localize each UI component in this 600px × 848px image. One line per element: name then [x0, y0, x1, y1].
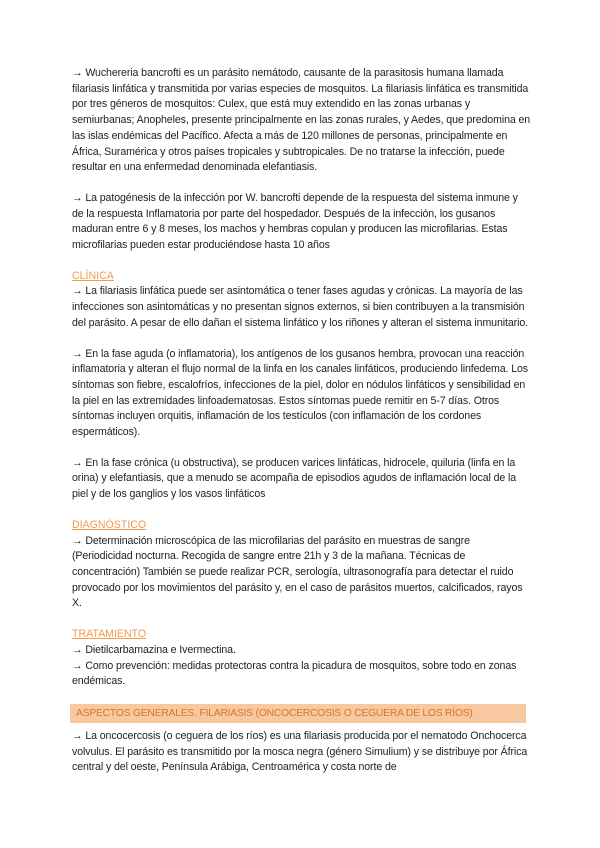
spacer [72, 441, 532, 456]
tratamiento-heading: TRATAMIENTO [72, 628, 147, 641]
diagnostico-heading: DIAGNÓSTICO [72, 518, 147, 531]
tratamiento-line-2: → Como prevención: medidas protectoras contra la picadura de mosquitos, sobre todo en zonas endémicas. [72, 659, 517, 688]
clinica-paragraph-1: → La filariasis linfática puede ser asintomática o tener fases agudas y crónicas. La mayoría de las infecciones son asintomáticas y no presentan signos externos, si bien contribuyen a la transmisión del parásito. A pesar de ello dañan el sistema linfático y los riñones y alteran el sistema inmunitario. [72, 285, 528, 329]
clinica-paragraph-3: → En la fase crónica (u obstructiva), se producen varices linfáticas, hidrocele, quiluria (linfa en la orina) y elefantiasis, que a menudo se acompaña de episodios agudos de inflamación local de la piel y de los ganglios y los vasos linfáticos [72, 456, 517, 501]
spacer [72, 503, 532, 518]
spacer [72, 612, 532, 627]
aspectos-paragraph: → La oncocercosis (o ceguera de los ríos) es una filariasis producida por el nematodo Onchocerca volvulus. El parásito es transmitido por la mosca negra (género Simulium) y se distribuye por África central y del oeste, Península Arábiga, Centroamérica y costa norte de [72, 729, 528, 774]
spacer [72, 690, 532, 704]
spacer [72, 254, 532, 269]
spacer [72, 332, 532, 347]
spacer [72, 176, 532, 191]
aspectos-heading-band: ASPECTOS GENERALES. FILARIASIS (ONCOCERCOSIS O CEGUERA DE LOS RÍOS) [70, 704, 526, 723]
clinica-heading: CLÍNICA [72, 269, 114, 282]
intro-paragraph-2: → La patogénesis de la infección por W. bancrofti depende de la respuesta del sistema inmune y de la respuesta Inflamatoria por parte del hospedador. Después de la infección, los gusanos maduran entre 6 y 8 meses, los machos y hembras copulan y producen las microfilarias. Estas microfilarias pueden estar produciéndose hasta 10 años [72, 191, 518, 252]
tratamiento-line-1: → Dietilcarbamazina e Ivermectina. [72, 643, 236, 656]
document-body [72, 66, 532, 776]
clinica-paragraph-2: → En la fase aguda (o inflamatoria), los antígenos de los gusanos hembra, provocan una reacción inflamatoria y alteran el flujo normal de la linfa en los canales linfáticos, produciendo linfedema. Los síntomas son fiebre, escalofríos, infecciones de la piel, dolor en nódulos linfáticos y sensibilidad en la piel en las extremidades linfoadematosas. Estos síntomas puede remitir en 5-7 días. Otros síntomas incluyen orquitis, inflamación de los testículos (con inflamación de los cordones espermáticos). [72, 347, 528, 439]
diagnostico-paragraph: → Determinación microscópica de las microfilarias del parásito en muestras de sangre (Periodicidad nocturna. Recogida de sangre entre 21h y 3 de la mañana. Técnicas de concentración) También se puede realizar PCR, serología, ultrasonografía para detectar el ruido provocado por los movimientos del parásito y, en el caso de parásitos muertos, calcificados, rayos X. [72, 534, 523, 610]
intro-paragraph-1: → Wuchereria bancrofti es un parásito nemátodo, causante de la parasitosis humana llamada filariasis linfática y transmitida por varias especies de mosquitos. La filariasis linfática es transmitida por tres géneros de mosquitos: Culex, que está muy extendido en las zonas urbanas y semiurbanas; Anopheles, presente principalmente en las zonas rurales, y Aedes, que predomina en las islas endémicas del Pacífico. Afecta a más de 120 millones de personas, principalmente en África, Suramérica y otros países tropicales y subtropicales. De no tratarse la infección, puede resultar en una enfermedad denominada elefantiasis. [72, 67, 531, 174]
